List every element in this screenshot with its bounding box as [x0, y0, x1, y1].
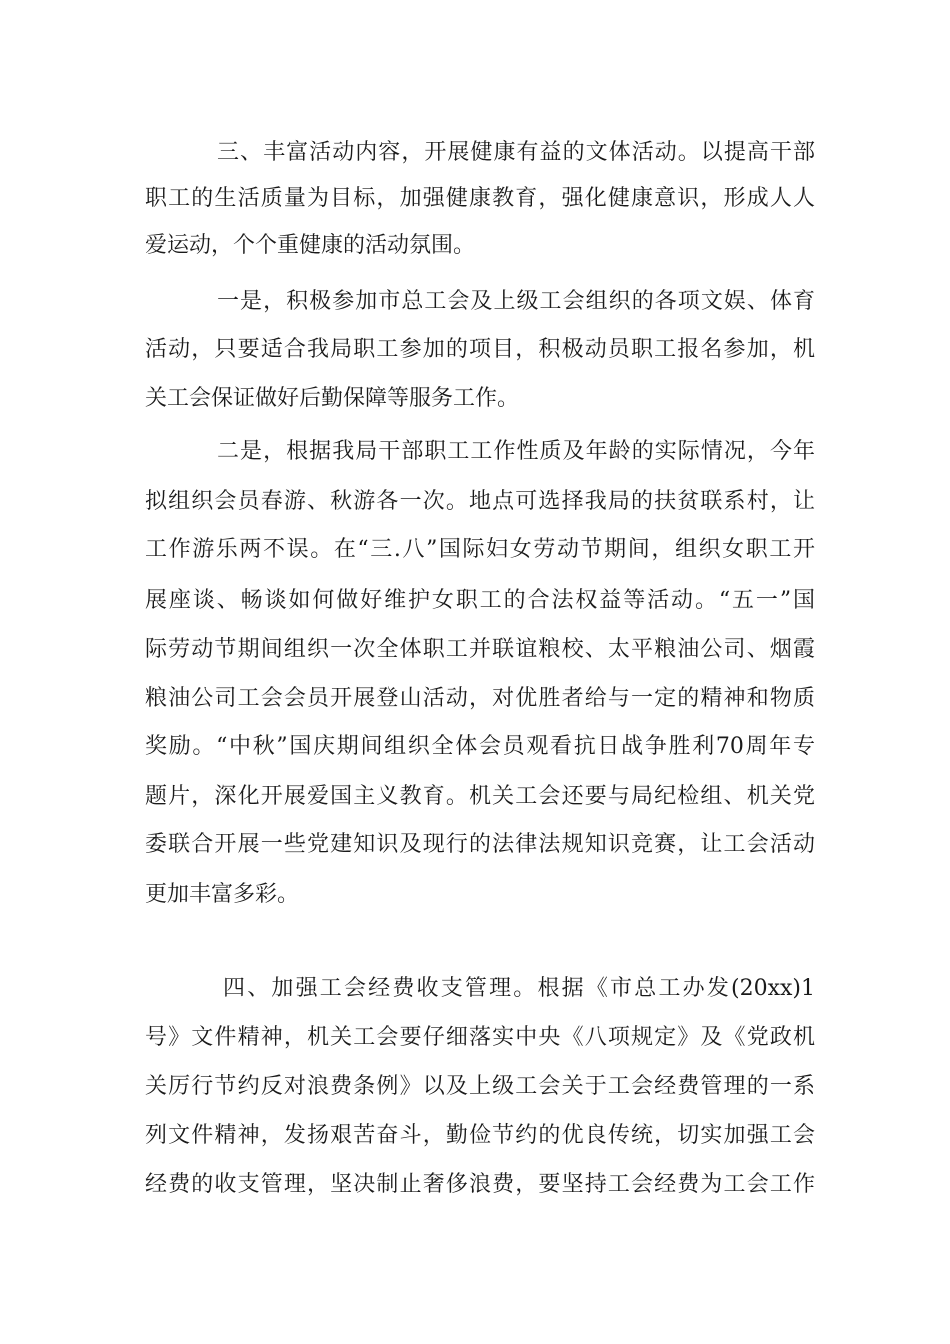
- paragraph-3-line-1: 三、丰富活动内容，开展健康有益的文体活动。以提高干部: [217, 140, 815, 165]
- paragraph-one-line-2: 活动，只要适合我局职工参加的项目，积极动员职工报名参加，机: [145, 337, 815, 362]
- paragraph-3-line-2: 职工的生活质量为目标，加强健康教育，强化健康意识，形成人人: [145, 186, 815, 211]
- paragraph-two-line-5: 际劳动节期间组织一次全体职工并联谊粮校、太平粮油公司、烟霞: [145, 637, 815, 662]
- paragraph-two-line-6: 粮油公司工会会员开展登山活动，对优胜者给与一定的精神和物质: [145, 686, 815, 711]
- paragraph-4-line-1: 四、加强工会经费收支管理。根据《市总工办发(20xx)1: [223, 976, 815, 1001]
- paragraph-4-line-4: 列文件精神，发扬艰苦奋斗，勤俭节约的优良传统，切实加强工会: [145, 1123, 815, 1148]
- paragraph-two-line-1: 二是，根据我局干部职工工作性质及年龄的实际情况，今年: [217, 439, 815, 464]
- paragraph-two-line-8: 题片，深化开展爱国主义教育。机关工会还要与局纪检组、机关党: [145, 784, 815, 809]
- paragraph-one-line-1: 一是，积极参加市总工会及上级工会组织的各项文娱、体育: [217, 289, 815, 314]
- paragraph-3-line-3: 爱运动，个个重健康的活动氛围。: [145, 233, 476, 258]
- paragraph-two-line-7: 奖励。“中秋”国庆期间组织全体会员观看抗日战争胜利70周年专: [145, 734, 815, 759]
- paragraph-two-line-4: 展座谈、畅谈如何做好维护女职工的合法权益等活动。“五一”国: [145, 588, 815, 613]
- paragraph-one-line-3: 关工会保证做好后勤保障等服务工作。: [145, 386, 520, 411]
- paragraph-4-line-5: 经费的收支管理，坚决制止奢侈浪费，要坚持工会经费为工会工作: [145, 1172, 815, 1197]
- paragraph-two-line-10: 更加丰富多彩。: [145, 882, 300, 907]
- paragraph-4-line-2: 号》文件精神，机关工会要仔细落实中央《八项规定》及《党政机: [145, 1025, 815, 1050]
- paragraph-two-line-9: 委联合开展一些党建知识及现行的法律法规知识竞赛，让工会活动: [145, 832, 815, 857]
- paragraph-two-line-2: 拟组织会员春游、秋游各一次。地点可选择我局的扶贫联系村，让: [145, 489, 815, 514]
- paragraph-4-line-3: 关厉行节约反对浪费条例》以及上级工会关于工会经费管理的一系: [145, 1074, 815, 1099]
- paragraph-two-line-3: 工作游乐两不误。在“三.八”国际妇女劳动节期间，组织女职工开: [145, 537, 815, 562]
